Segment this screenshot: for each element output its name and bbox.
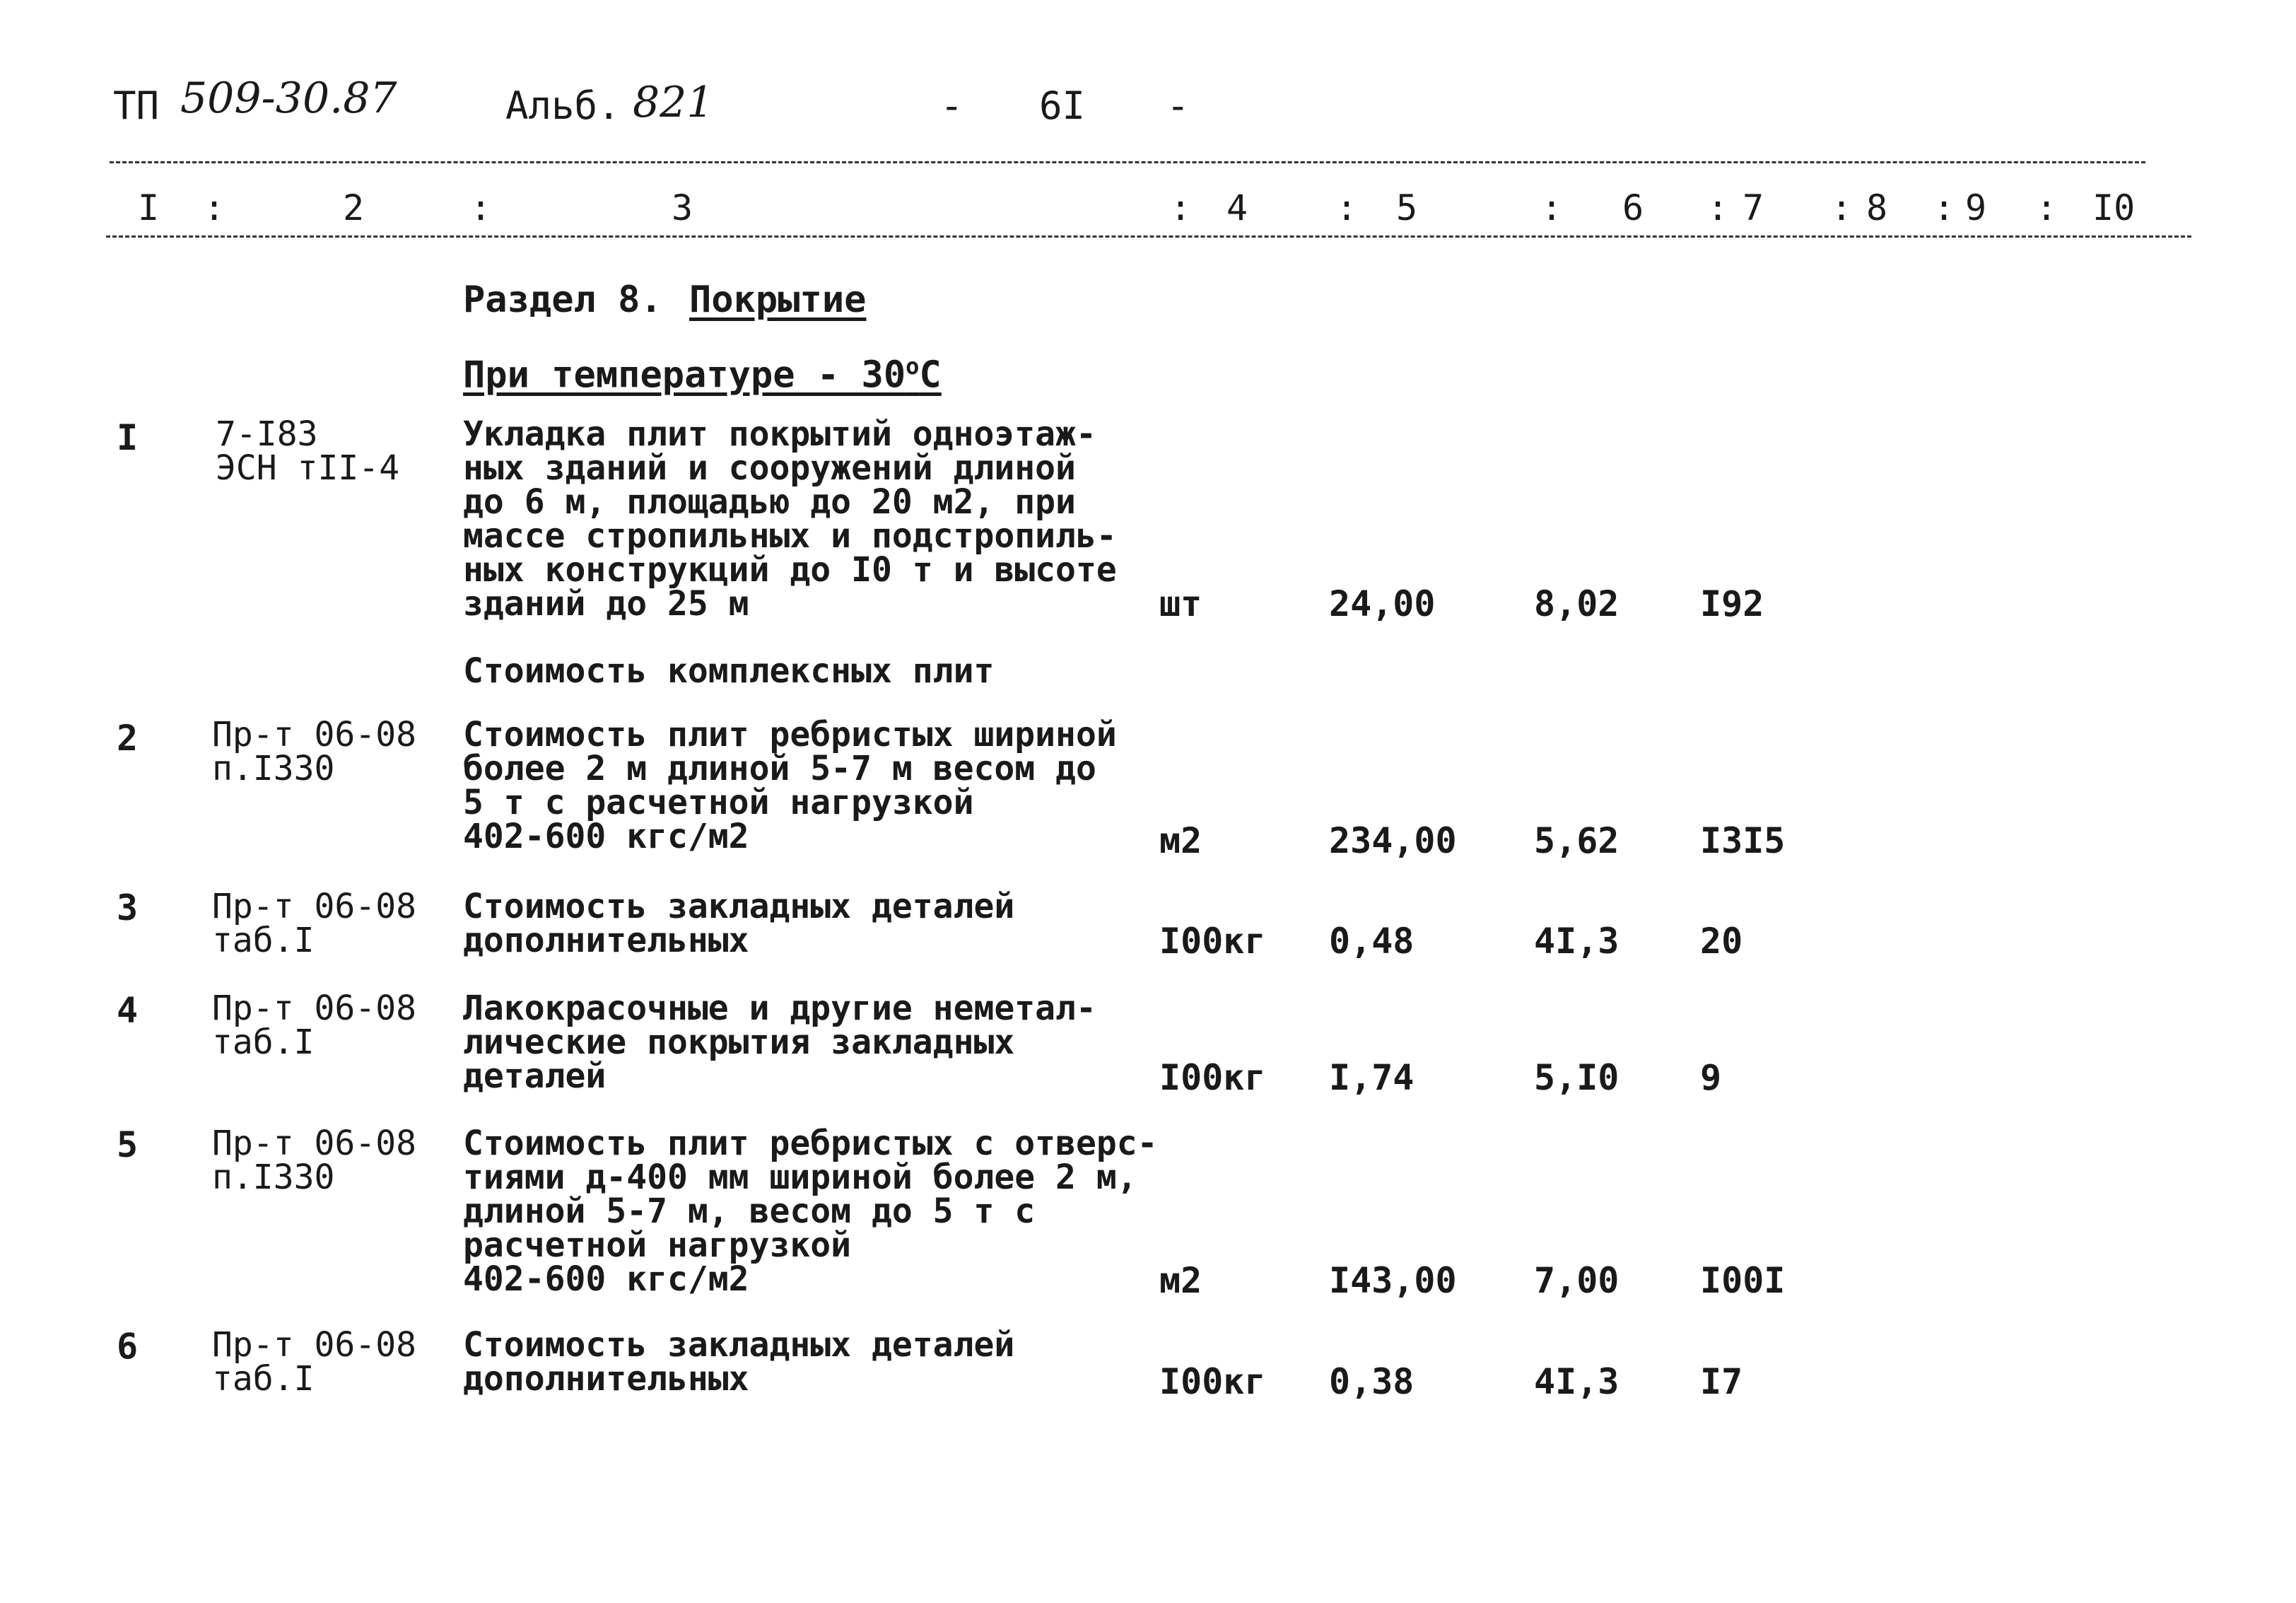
row-5-desc-line1: Стоимость плит ребристых с отверс- [463,1124,1158,1163]
row-3-unit: I00кг [1159,921,1266,962]
row-6-unit: I00кг [1159,1361,1266,1402]
row-2-quantity: 234,00 [1329,820,1457,861]
row-1-code-line2: ЭСН тII-4 [216,448,400,488]
row-5-quantity: I43,00 [1329,1260,1457,1301]
row-6-number: 6 [117,1326,139,1367]
row-1-number: I [117,417,139,458]
row-2-total: I3I5 [1700,820,1786,861]
row-2-code-line1: Пр-т 06-08 [212,715,416,754]
row-4-desc-line3: деталей [463,1056,607,1096]
col-1-number: I [138,187,160,228]
row-2-desc-line3: 5 т с расчетной нагрузкой [463,783,974,822]
row-4-number: 4 [117,990,139,1031]
row-3-code-line1: Пр-т 06-08 [212,887,416,926]
col-8-number: 8 [1866,187,1888,228]
project-number-handwritten: 509-30.87 [180,74,397,123]
col-7-number: 7 [1742,187,1764,228]
doc-prefix: ТП [113,83,160,128]
row-6-desc-line1: Стоимость закладных деталей [463,1325,1015,1365]
row-5-total: I00I [1700,1260,1786,1301]
row-4-unit: I00кг [1159,1057,1266,1098]
row-4-code-line2: таб.I [212,1022,315,1062]
row-4-quantity: I,74 [1329,1057,1414,1098]
col-2-number: 2 [343,187,365,228]
row-4-price: 5,I0 [1534,1057,1620,1098]
degree-sign: о [906,353,920,380]
section-title: Покрытие [689,279,867,321]
row-5-price: 7,00 [1534,1260,1620,1301]
col-separator: : [1707,187,1729,228]
row-3-desc-line2: дополнительных [463,921,749,960]
row-4-code-line1: Пр-т 06-08 [212,989,416,1028]
row-1-desc-line2: ных зданий и сооружений длиной [463,448,1076,488]
row-2-code-line2: п.I330 [212,749,335,788]
row-5-desc-line2: тиями д-400 мм шириной более 2 м, [463,1158,1137,1197]
row-6-desc-line2: дополнительных [463,1359,749,1399]
row-1-quantity: 24,00 [1329,583,1436,624]
album-label: Альб. [505,83,621,128]
subheading-complex-slabs: Стоимость комплексных плит [463,651,995,691]
row-1-desc-line1: Укладка плит покрытий одноэтаж- [463,414,1096,454]
col-3-number: 3 [672,187,693,228]
row-4-desc-line1: Лакокрасочные и другие неметал- [463,989,1096,1028]
row-1-desc-line6: зданий до 25 м [463,584,749,624]
header-rule-top [110,161,2145,163]
row-6-total: I7 [1700,1361,1743,1402]
col-6-number: 6 [1622,187,1644,228]
row-3-desc-line1: Стоимость закладных деталей [463,887,1015,926]
col-separator: : [204,187,226,228]
temperature-heading [463,349,942,397]
row-3-price: 4I,3 [1534,921,1620,962]
header-rule-bottom [106,235,2191,238]
row-2-desc-line4: 402-600 кгс/м2 [463,817,749,856]
row-5-number: 5 [117,1124,139,1165]
row-6-quantity: 0,38 [1329,1361,1414,1402]
row-6-price: 4I,3 [1534,1361,1620,1402]
row-5-code-line2: п.I330 [212,1158,335,1197]
row-2-desc-line1: Стоимость плит ребристых шириной [463,715,1117,754]
page-dash-left: - [940,83,964,128]
page-number: 6I [1039,83,1086,128]
col-separator: : [470,187,492,228]
row-3-total: 20 [1700,921,1743,962]
col-9-number: 9 [1965,187,1987,228]
col-separator: : [1933,187,1955,228]
row-5-desc-line4: расчетной нагрузкой [463,1225,852,1265]
row-2-unit: м2 [1159,820,1202,861]
row-1-desc-line5: ных конструкций до I0 т и высоте [463,550,1117,590]
col-5-number: 5 [1396,187,1418,228]
row-5-unit: м2 [1159,1260,1202,1301]
row-3-code-line2: таб.I [212,921,315,960]
page-dash-right: - [1166,83,1190,128]
row-6-code-line2: таб.I [212,1359,315,1399]
col-4-number: 4 [1226,187,1248,228]
row-3-quantity: 0,48 [1329,921,1414,962]
row-1-total: I92 [1700,583,1764,624]
row-2-number: 2 [117,718,139,759]
col-separator: : [2036,187,2058,228]
col-separator: : [1170,187,1192,228]
row-1-code-line1: 7-I83 [216,414,318,454]
row-6-code-line1: Пр-т 06-08 [212,1325,416,1365]
col-separator: : [1831,187,1853,228]
row-5-code-line1: Пр-т 06-08 [212,1124,416,1163]
row-2-price: 5,62 [1534,820,1620,861]
row-5-desc-line5: 402-600 кгс/м2 [463,1259,749,1299]
col-separator: : [1541,187,1563,228]
temperature-unit: С [919,354,942,397]
temperature-text: При температуре - 30 [463,354,906,397]
row-4-desc-line2: лические покрытия закладных [463,1022,1015,1062]
row-2-desc-line2: более 2 м длиной 5-7 м весом до [463,749,1096,788]
row-3-number: 3 [117,887,139,928]
section-label: Раздел 8. [463,279,662,321]
col-separator: : [1336,187,1358,228]
album-number-handwritten: 821 [633,78,714,127]
row-1-unit: шт [1159,583,1202,624]
row-1-desc-line4: массе стропильных и подстропиль- [463,516,1117,556]
col-10-number: I0 [2092,187,2136,228]
row-4-total: 9 [1700,1057,1722,1098]
row-1-price: 8,02 [1534,583,1620,624]
row-5-desc-line3: длиной 5-7 м, весом до 5 т с [463,1191,1036,1231]
row-1-desc-line3: до 6 м, площадью до 20 м2, при [463,482,1076,522]
